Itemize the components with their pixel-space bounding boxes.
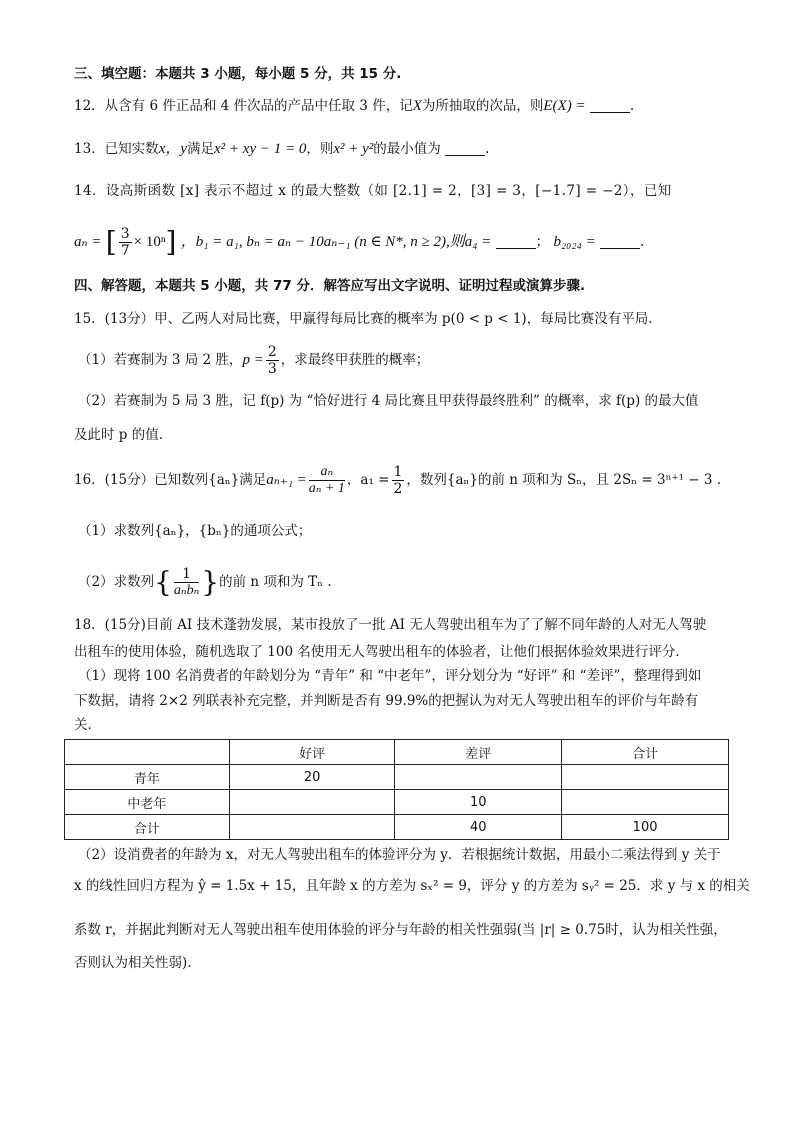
q16-a1-den: 2 bbox=[393, 481, 403, 497]
q14-an-lhs: aₙ = bbox=[74, 234, 102, 250]
q14-semicolon: ； bbox=[535, 234, 550, 250]
q13-expr: x² + y² bbox=[333, 141, 374, 157]
question-16-part1: （1）求数列{aₙ}，{bₙ}的通项公式； bbox=[78, 523, 312, 539]
q15-p1-p: p = bbox=[242, 352, 264, 368]
question-14-line1: 14．设高斯函数 [x] 表示不超过 x 的最大整数（如 [2.1] = 2，[3] = 3，[−1.7] = −2），已知 bbox=[74, 183, 672, 199]
q14-times: × 10ⁿ bbox=[133, 234, 166, 250]
q13-period: . bbox=[485, 141, 490, 157]
q14-b2024-answer-blank[interactable] bbox=[600, 234, 640, 249]
q14-frac-den: 7 bbox=[120, 243, 130, 259]
q12-expr: E(X) = bbox=[543, 98, 586, 114]
table-row bbox=[65, 815, 729, 840]
table-cell: 中老年 bbox=[65, 790, 230, 815]
q12-text: 12．从含有 6 件正品和 4 件次品的产品中任取 3 件，记 bbox=[74, 98, 413, 114]
contingency-table bbox=[64, 739, 729, 840]
question-18-part2-line1: （2）设消费者的年龄为 x，对无人驾驶出租车的体验评分为 y．若根据统计数据，用最小二乘法得到 y 关于 bbox=[78, 847, 721, 863]
table-header-row bbox=[65, 740, 729, 765]
q16-right-brace: } bbox=[201, 565, 220, 599]
q16-a1-fraction bbox=[392, 464, 405, 497]
q16-rest: ，数列{aₙ}的前 n 项和为 Sₙ，且 2Sₙ = 3ⁿ⁺¹ − 3 . bbox=[406, 472, 722, 488]
q15-p1-fraction bbox=[266, 344, 279, 377]
table-header-cell: 好评 bbox=[229, 740, 395, 765]
table-row bbox=[65, 790, 729, 815]
section3-heading: 三、填空题：本题共 3 小题，每小题 5 分，共 15 分. bbox=[74, 66, 402, 82]
q16-a1: ，a₁ = bbox=[346, 472, 390, 488]
question-18-line2: 出租车的使用体验，随机选取了 100 名使用无人驾驶出租车的体验者，让他们根据体验效果进行评分． bbox=[74, 644, 689, 660]
q16-text: 16．(15分）已知数列{aₙ}满足 bbox=[74, 472, 267, 488]
q12-answer-blank[interactable] bbox=[590, 98, 630, 113]
question-14-line2 bbox=[74, 220, 644, 264]
q15-p1-num: 2 bbox=[267, 344, 277, 360]
table-cell-blank[interactable] bbox=[395, 765, 562, 790]
q14-right-bracket: ] bbox=[165, 225, 177, 259]
q12-text-mid: 为所抽取的次品，则 bbox=[421, 98, 544, 114]
q16-num: aₙ bbox=[309, 464, 345, 481]
table-cell-blank[interactable] bbox=[562, 790, 729, 815]
q13-text-end: 的最小值为 bbox=[373, 141, 441, 157]
q16-recurrence-fraction bbox=[309, 464, 345, 497]
q14-end: . bbox=[640, 234, 645, 250]
question-16-stem bbox=[74, 460, 721, 500]
table-header-cell: 合计 bbox=[562, 740, 729, 765]
q16-p2-end: 的前 n 项和为 Tₙ . bbox=[219, 574, 332, 590]
table-row bbox=[65, 765, 729, 790]
q12-end: . bbox=[629, 98, 635, 114]
q15-p1-text: （1）若赛制为 3 局 2 胜， bbox=[78, 352, 243, 368]
question-18-part1-line1: （1）现将 100 名消费者的年龄划分为 “青年” 和 “中老年”，评分划分为 “好评” 和 “差评”，整理得到如 bbox=[78, 668, 702, 684]
q14-left-bracket: [ bbox=[105, 225, 117, 259]
table-header-cell bbox=[65, 740, 230, 765]
question-13 bbox=[74, 139, 489, 159]
q14-b-def: ，b₁ = a₁, bₙ = aₙ − 10aₙ₋₁ (n ∈ N*, n ≥ 2),则a₄ = bbox=[180, 234, 492, 250]
question-15-part2-line1: （2）若赛制为 5 局 3 胜，记 f(p) 为 “恰好进行 4 局比赛且甲获得最终胜利” 的概率，求 f(p) 的最大值 bbox=[78, 393, 699, 409]
q15-p1-end: ，求最终甲获胜的概率； bbox=[280, 352, 430, 368]
q14-a4-answer-blank[interactable] bbox=[496, 234, 536, 249]
q14-fraction bbox=[119, 226, 132, 259]
table-cell-blank[interactable] bbox=[229, 790, 395, 815]
question-18-part2-line3: 系数 r，并据此判断对无人驾驶出租车使用体验的评分与年龄的相关性强弱(当 |r| ≥ 0.75时，认为相关性强， bbox=[74, 922, 727, 938]
question-18-line1: 18．(15分)目前 AI 技术蓬勃发展，某市投放了一批 AI 无人驾驶出租车为了了解不同年龄的人对无人驾驶 bbox=[74, 617, 707, 633]
q16-den: aₙ + 1 bbox=[308, 481, 345, 496]
q13-answer-blank[interactable] bbox=[445, 141, 485, 156]
question-16-part2 bbox=[78, 560, 332, 604]
q16-p2-num: 1 bbox=[174, 566, 199, 583]
q16-lhs: aₙ₊₁ = bbox=[266, 472, 307, 488]
question-18-part2-line2: x 的线性回归方程为 ŷ = 1.5x + 15，且年龄 x 的方差为 sₓ² = 9，评分 y 的方差为 sᵧ² = 25．求 y 与 x 的相关 bbox=[74, 878, 750, 894]
q13-text-mid: 满足 bbox=[187, 141, 215, 157]
table-cell-blank[interactable] bbox=[562, 765, 729, 790]
table-cell: 10 bbox=[395, 790, 562, 815]
q15-p1-den: 3 bbox=[267, 361, 277, 377]
table-cell-blank[interactable] bbox=[229, 815, 395, 840]
table-cell: 20 bbox=[229, 765, 395, 790]
section4-heading: 四、解答题，本题共 5 小题，共 77 分．解答应写出文字说明、证明过程或演算步骤. bbox=[74, 278, 586, 294]
table-header-cell: 差评 bbox=[395, 740, 562, 765]
q16-left-brace: { bbox=[154, 565, 172, 599]
question-12 bbox=[74, 96, 634, 116]
q14-frac-num: 3 bbox=[120, 226, 130, 242]
q14-b2024: b₂₀₂₄ = bbox=[553, 234, 596, 250]
question-15-part2-line2: 及此时 p 的值. bbox=[74, 427, 164, 443]
q13-text: 13．已知实数 bbox=[74, 141, 159, 157]
q16-p2-fraction bbox=[174, 566, 199, 599]
q16-p2-text: （2）求数列 bbox=[78, 574, 155, 590]
q13-vars: x，y bbox=[158, 141, 188, 157]
q12-var: X bbox=[412, 98, 422, 114]
table-cell: 100 bbox=[562, 815, 729, 840]
q16-a1-num: 1 bbox=[393, 464, 403, 480]
q16-p2-den: aₙbₙ bbox=[173, 583, 200, 598]
q13-condition: x² + xy − 1 = 0 bbox=[214, 141, 307, 157]
question-18-part1-line2: 下数据，请将 2×2 列联表补充完整，并判断是否有 99.9%的把握认为对无人驾驶出租车的评价与年龄有 bbox=[74, 693, 699, 709]
question-15-stem: 15．(13分）甲、乙两人对局比赛，甲赢得每局比赛的概率为 p(0 < p < 1)，每局比赛没有平局． bbox=[74, 311, 662, 327]
table-cell: 青年 bbox=[65, 765, 230, 790]
q13-text-mid2: ，则 bbox=[306, 141, 334, 157]
question-15-part1 bbox=[78, 340, 429, 380]
table-cell: 40 bbox=[395, 815, 562, 840]
table-cell: 合计 bbox=[65, 815, 230, 840]
question-18-part1-line3: 关． bbox=[74, 717, 101, 733]
question-18-part2-line4: 否则认为相关性弱). bbox=[74, 955, 192, 971]
